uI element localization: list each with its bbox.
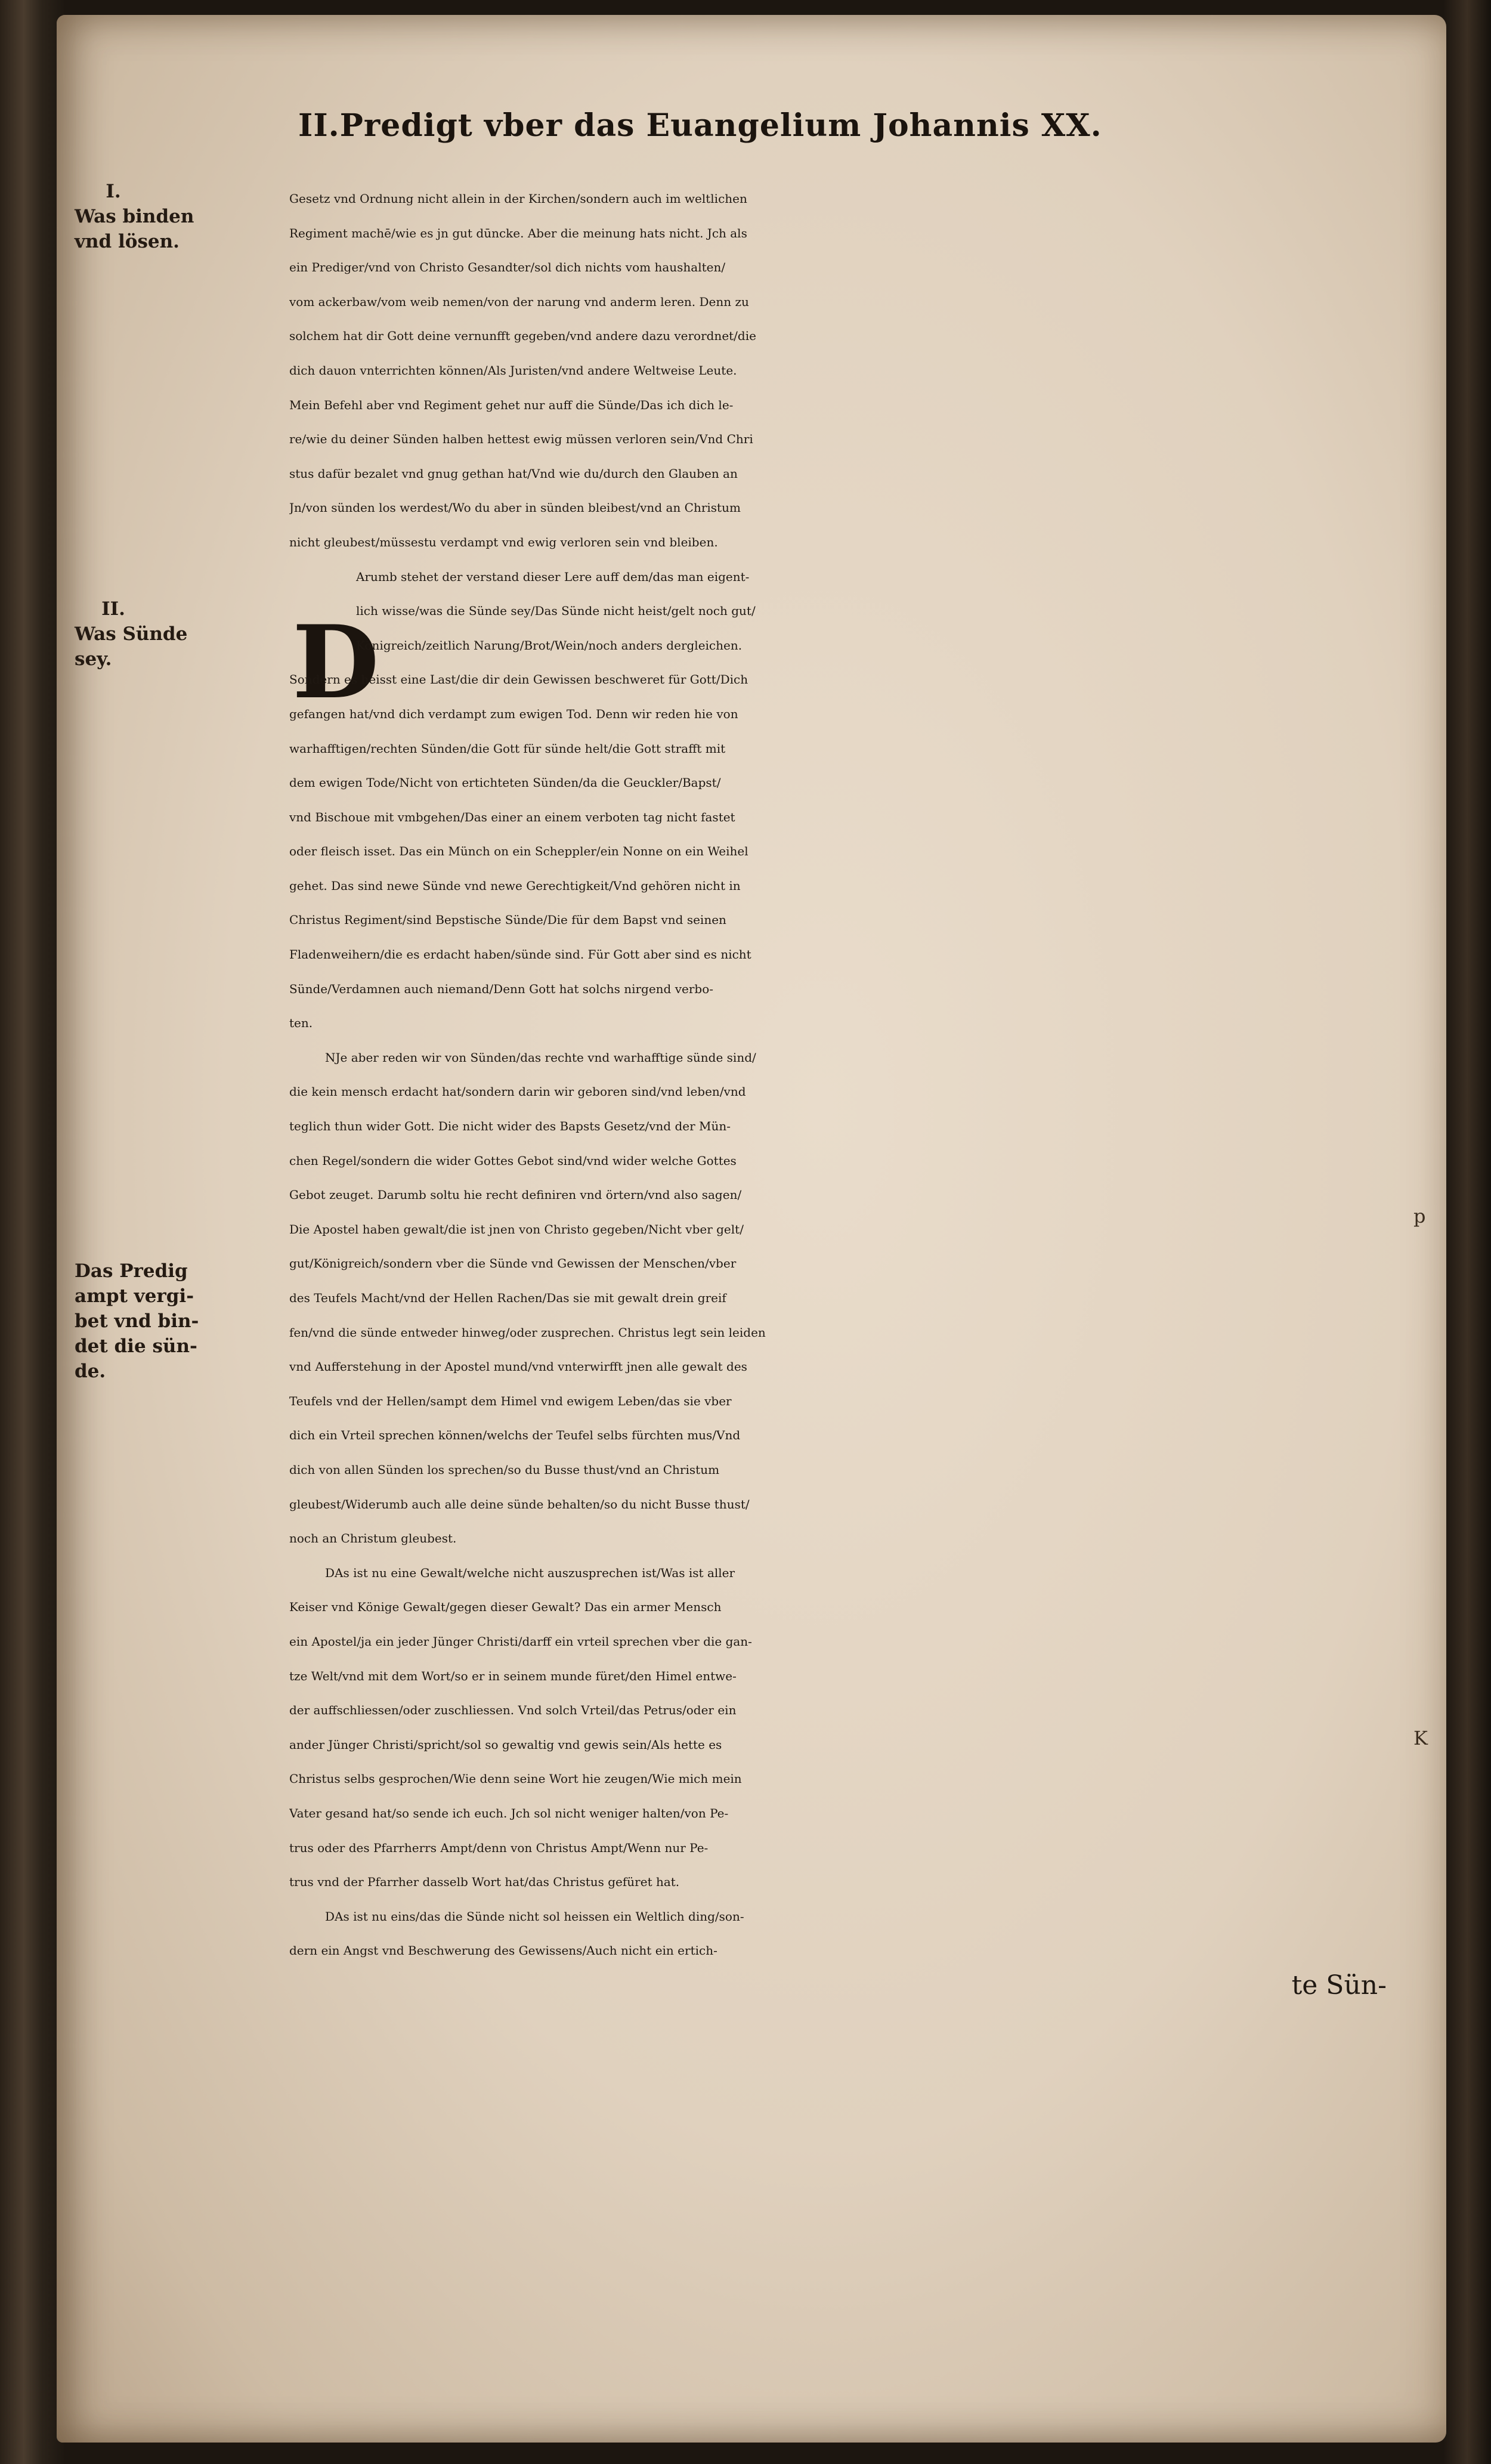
text-line: gefangen hat/vnd dich verdampt zum ewigen Tod. Denn wir reden hie von [289,706,738,721]
text-line: oder fleisch isset. Das ein Münch on ein Scheppler/ein Nonne on ein Weihel [289,844,748,859]
edge-mark-2: K [1413,1727,1428,1749]
text-line: nicht gleubest/müssestu verdampt vnd ewig verloren sein vnd bleiben. [289,534,718,549]
text-line: Gesetz vnd Ordnung nicht allein in der Kirchen/sondern auch im weltlichen [289,191,747,206]
text-line: Mein Befehl aber vnd Regiment gehet nur auff die Sünde/Das ich dich le- [289,397,734,412]
text-line: vnd Bischoue mit vmbgehen/Das einer an einem verboten tag nicht fastet [289,809,735,824]
text-line: des Teufels Macht/vnd der Hellen Rachen/Das sie mit gewalt drein greif [289,1291,726,1305]
edge-mark-1: p [1413,1205,1426,1228]
text-line: dich von allen Sünden los sprechen/so du Busse thust/vnd an Christum [289,1462,720,1477]
marginal-note-3-line: det die sün- [75,1335,197,1357]
text-line: Jn/von sünden los werdest/Wo du aber in sünden bleibest/vnd an Christum [289,500,741,515]
marginal-note-2-line: Was Sünde [75,623,188,645]
text-line: ein Apostel/ja ein jeder Jünger Christi/darff ein vrteil sprechen vber die gan- [289,1634,752,1649]
text-line: ten. [289,1016,313,1031]
text-line: vom ackerbaw/vom weib nemen/von der narung vnd anderm leren. Denn zu [289,294,749,309]
marginal-note-3-line: ampt vergi- [75,1285,194,1307]
text-line: gut/Königreich/sondern vber die Sünde vnd Gewissen der Menschen/vber [289,1256,737,1271]
text-line: chen Regel/sondern die wider Gottes Gebot sind/vnd wider welche Gottes [289,1153,737,1168]
text-line: DAs ist nu eins/das die Sünde nicht sol heissen ein Weltlich ding/son- [325,1909,744,1924]
text-line: Teufels vnd der Hellen/sampt dem Himel vnd ewigem Leben/das sie vber [289,1393,732,1408]
marginal-note-2 [75,596,277,672]
text-line: re/wie du deiner Sünden halben hettest ewig müssen verloren sein/Vnd Chri [289,432,753,447]
marginal-note-3 [75,1259,277,1384]
text-line: dern ein Angst vnd Beschwerung des Gewissens/Auch nicht ein ertich- [289,1943,717,1958]
text-line: die kein mensch erdacht hat/sondern darin wir geboren sind/vnd leben/vnd [289,1084,746,1099]
text-line: Arumb stehet der verstand dieser Lere auff dem/das man eigent- [356,569,750,584]
text-line: solchem hat dir Gott deine vernunfft gegeben/vnd andere dazu verordnet/die [289,329,756,344]
text-line: Christus selbs gesprochen/Wie denn seine Wort hie zeugen/Wie mich mein [289,1772,742,1786]
text-line: tze Welt/vnd mit dem Wort/so er in seinem munde füret/den Himel entwe- [289,1668,737,1683]
body-text [289,182,1393,2002]
text-line: ein Prediger/vnd von Christo Gesandter/sol dich nichts vom haushalten/ [289,260,726,275]
catchword: te Sün- [1291,1970,1387,2001]
text-line: trus oder des Pfarrherrs Ampt/denn von Christus Ampt/Wenn nur Pe- [289,1840,709,1855]
marginal-note-2-line: II. [101,598,125,620]
text-line: Gebot zeuget. Darumb soltu hie recht definiren vnd örtern/vnd also sagen/ [289,1188,742,1202]
text-line: dich dauon vnterrichten können/Als Juristen/vnd andere Weltweise Leute. [289,363,737,378]
text-line: Sünde/Verdamnen auch niemand/Denn Gott hat solchs nirgend verbo- [289,981,714,996]
text-line: Fladenweihern/die es erdacht haben/sünde sind. Für Gott aber sind es nicht [289,947,751,962]
marginal-note-1-line: vnd lösen. [75,231,180,252]
marginal-note-3-line: de. [75,1361,106,1382]
text-line: NJe aber reden wir von Sünden/das rechte vnd warhafftige sünde sind/ [325,1050,756,1065]
text-line: vnd Aufferstehung in der Apostel mund/vnd vnterwirfft jnen alle gewalt des [289,1359,747,1374]
marginal-note-1-line: Was binden [75,206,194,227]
marginal-note-1 [75,179,277,254]
marginal-note-3-line: bet vnd bin- [75,1310,199,1332]
text-line: Königreich/zeitlich Narung/Brot/Wein/noch anders dergleichen. [356,638,743,653]
text-line: gleubest/Widerumb auch alle deine sünde behalten/so du nicht Busse thust/ [289,1497,750,1511]
text-line: trus vnd der Pfarrher dasselb Wort hat/das Christus gefüret hat. [289,1875,680,1890]
drop-capital: D [292,603,379,721]
text-line: lich wisse/was die Sünde sey/Das Sünde nicht heist/gelt noch gut/ [356,604,756,619]
text-line: Regiment machē/wie es jn gut dūncke. Aber die meinung hats nicht. Jch als [289,225,747,240]
text-line: teglich thun wider Gott. Die nicht wider des Bapsts Gesetz/vnd der Mün- [289,1119,731,1134]
text-line: fen/vnd die sünde entweder hinweg/oder zusprechen. Christus legt sein leiden [289,1325,766,1340]
marginal-note-2-line: sey. [75,648,112,670]
text-line: Sondern es heisst eine Last/die dir dein Gewissen beschweret für Gott/Dich [289,672,748,687]
marginal-note-3-line: Das Predig [75,1260,188,1282]
marginal-note-1-line: I. [106,181,121,202]
text-line: Vater gesand hat/so sende ich euch. Jch sol nicht weniger halten/von Pe- [289,1806,729,1820]
text-line: dem ewigen Tode/Nicht von ertichteten Sünden/da die Geuckler/Bapst/ [289,775,721,790]
text-line: ander Jünger Christi/spricht/sol so gewaltig vnd gewis sein/Als hette es [289,1737,722,1752]
page-header: II.Predigt vber das Euangelium Johannis XX. [298,107,1102,144]
text-line: stus dafür bezalet vnd gnug gethan hat/Vnd wie du/durch den Glauben an [289,466,738,481]
text-line: Die Apostel haben gewalt/die ist jnen von Christo gegeben/Nicht vber gelt/ [289,1222,744,1236]
text-line: dich ein Vrteil sprechen können/welchs der Teufel selbs fürchten mus/Vnd [289,1428,741,1443]
text-line: Christus Regiment/sind Bepstische Sünde/Die für dem Bapst vnd seinen [289,913,726,928]
text-line: noch an Christum gleubest. [289,1531,457,1546]
text-line: Keiser vnd Könige Gewalt/gegen dieser Gewalt? Das ein armer Mensch [289,1600,722,1615]
text-line: der auffschliessen/oder zuschliessen. Vnd solch Vrteil/das Petrus/oder ein [289,1703,737,1718]
text-line: DAs ist nu eine Gewalt/welche nicht auszusprechen ist/Was ist aller [325,1565,735,1580]
text-line: gehet. Das sind newe Sünde vnd newe Gerechtigkeit/Vnd gehören nicht in [289,878,741,893]
text-line: warhafftigen/rechten Sünden/die Gott für sünde helt/die Gott strafft mit [289,741,726,756]
